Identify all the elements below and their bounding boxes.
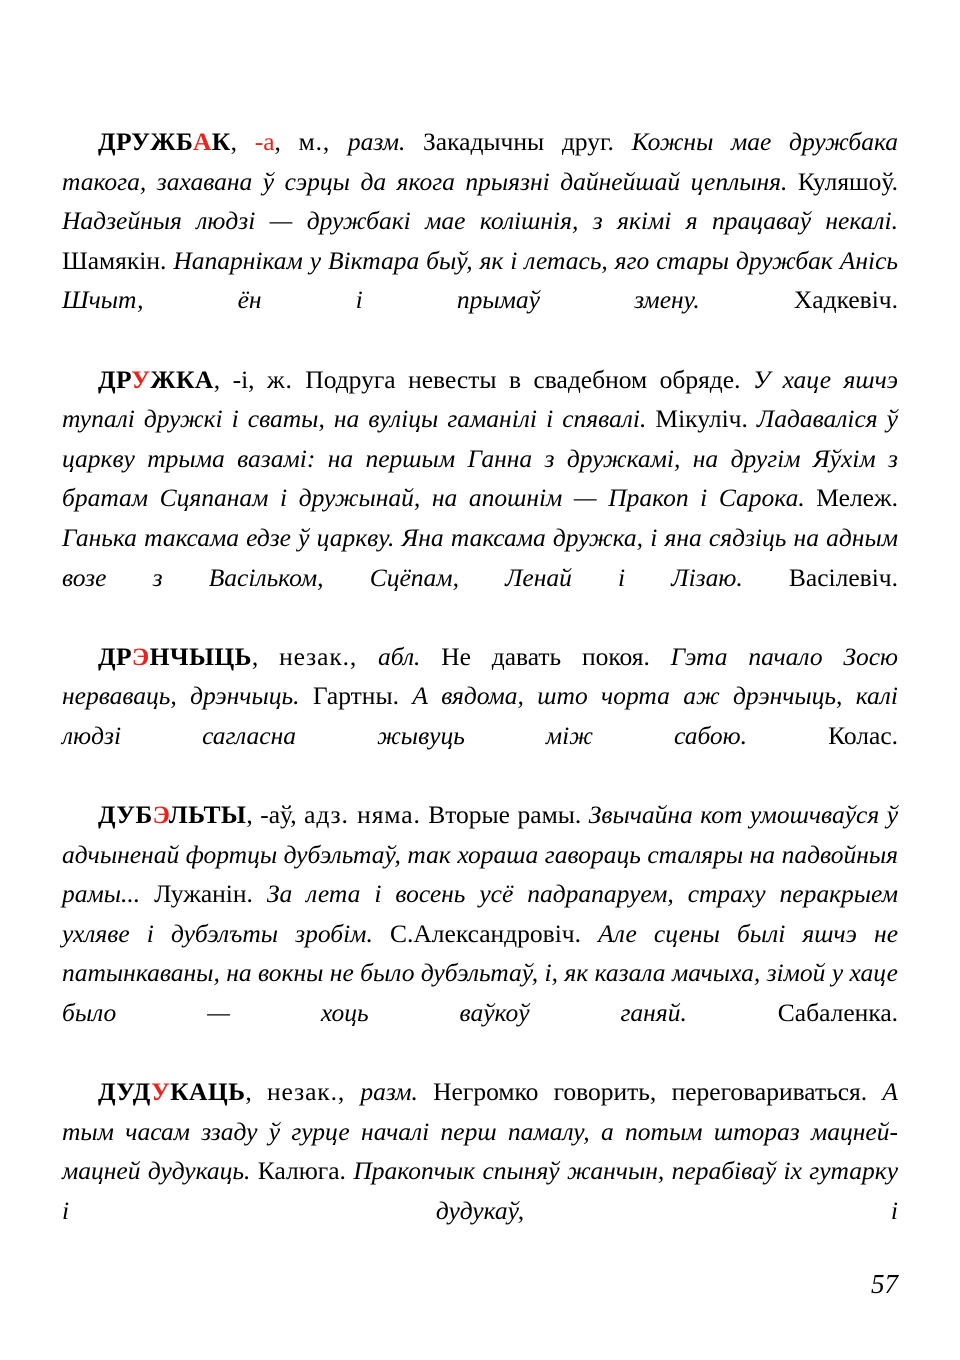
quotation-source: Сабаленка. [777,998,899,1028]
definition-text: Не давать покоя. [441,641,650,671]
stressed-letter: Э [131,641,150,671]
quotation-text: Ганька таксама едзе ў царкву. Яна таксама дружка, і яна сядзіць на адным возе з Васільком, Сцёпам, Ленай і Лізаю. [62,522,898,592]
quotation-source: Калюга. [257,1156,346,1186]
quotation-text: Пракопчык спыняў жанчын, перабіваў іх гутарку і дудукаў, і [62,1156,899,1226]
headword-prefix: ДР [98,364,132,394]
stressed-letter: У [151,1077,171,1107]
grammar-label-italic: разм. [347,127,406,156]
stressed-letter: У [131,364,151,394]
stressed-letter: Э [152,800,169,830]
headword-suffix: ЖКА [150,364,214,394]
definition-text: Подруга невесты в свадебном обряде. [305,364,741,394]
quotation-text: За лета і восень усё падрапаруем, страху перакрыем ухляве і дубэлъты зробім. [62,879,898,948]
grammar-label: незак., [279,641,358,671]
dictionary-entry: ДУДУКАЦЬ, незак., разм. Негромко говорить, переговариваться. А тым часам ззаду ў гурце началі перш памалу, а потым штораз мацней-мацней дудукаць. Калюга. Пракопчык спыняў жанчын, перабіваў іх гутарку і дудукаў, і [62,1077,899,1226]
definition-text: Закадычны друг. [423,127,614,156]
grammar-label: м., [298,127,331,156]
quotation-text: А вядома, што чорта аж дрэнчыць, калі людзі сагласна жывуць між сабою. [62,681,899,750]
grammar-label: незак., [267,1077,346,1107]
grammar-label-italic: абл. [378,641,421,671]
quotation-source: Хадкевіч. [793,285,898,315]
grammar-label-italic: разм. [360,1077,418,1107]
headword [98,800,246,829]
headword-prefix: ДУБ [98,800,153,830]
definition-text: Негромко говорить, переговариваться. [433,1077,868,1107]
headword [98,127,231,156]
stressed-letter: А [192,127,212,156]
quotation-text: А тым часам ззаду ў гурце началі перш памалу, а потым штораз мацней-мацней дудукаць. [62,1077,898,1186]
quotation-source: Мікуліч. [655,404,748,434]
page-number: 57 [871,1269,898,1299]
quotation-text: Надзейныя людзі — дружбакі мае колішнія, з якімі я працаваў некалі. [62,206,898,236]
quotation-text: Гэта пачало Зосю нерваваць, дрэнчыць. [62,641,899,711]
dictionary-entry: ДРУЖБАК, -а, м., разм. Закадычны друг. Кожны мае дружбака такога, захавана ў сэрцы да якога прыязні дайнейшай цеплыня. Куляшоў. Надзейныя людзі — дружбакі мае колішнія, з якімі я працаваў некалі. Шамякін. Напарнікам у Віктара быў, як і летась, яго стары дружбак Анісь Шчыт, ён і прымаў змену. Хадкевіч. [62,127,899,315]
quotation-source: Васілевіч. [788,562,899,592]
headword-suffix: К [211,127,231,156]
quotation-text: У хаце яшчэ тупалі дружкі і сваты, на вуліцы гаманілі і спявалі. [62,364,898,434]
dictionary-entry: ДРЭНЧЫЦЬ, незак., абл. Не давать покоя. Гэта пачало Зосю нерваваць, дрэнчыць. Гартны. А вядома, што чорта аж дрэнчыць, калі людзі сагласна жывуць між сабою. Колас. [62,641,899,750]
entry-list [62,122,898,1270]
headword-prefix: ДР [98,641,132,671]
headword-suffix: ЛЬТЫ [168,800,247,830]
quotation-source: Колас. [828,720,899,750]
headword-prefix: ДУД [98,1077,152,1107]
quotation-text: Ладаваліся ў царкву трыма вазамі: на першым Ганна з дружкамі, на другім Яўхім з братам Сцяпанам і дружынай, на апошнім — Пракоп і Сарока. [62,404,898,513]
headword [98,365,214,394]
headword-prefix: ДРУЖБ [98,127,193,156]
dictionary-entry: ДРУЖКА, -і, ж. Подруга невесты в свадебном обряде. У хаце яшчэ тупалі дружкі і сваты, на вуліцы гаманілі і спявалі. Мікуліч. Ладаваліся ў царкву трыма вазамі: на першым Ганна з дружкамі, на другім Яўхім з братам Сцяпанам і дружынай, на апошнім — Пракоп і Сарока. Мележ. Ганька таксама едзе ў царкву. Яна таксама дружка, і яна сядзіць на адным возе з Васільком, Сцёпам, Ленай і Лізаю. Васілевіч. [62,364,899,592]
inflection-ending: -аў, [260,800,297,830]
quotation-source: Куляшоў. [797,166,899,196]
inflection-ending: -а [254,127,275,156]
headword-suffix: НЧЫЦЬ [149,641,252,671]
quotation-source: Лужанін. [154,879,253,909]
grammar-label: ж. [267,364,293,394]
dictionary-entry: ДУБЭЛЬТЫ, -аў, адз. няма. Вторые рамы. Звычайна кот умошчваўся ў адчыненай фортцы дубэльтаў, так хораша гавораць сталяры на падвойныя рамы... Лужанін. За лета і восень усё падрапаруем, страху перакрыем ухляве і дубэлъты зробім. С.Александровіч. Але сцены былі яшчэ не патынкаваны, на вокны не было дубэльтаў, і, як казала мачыха, зімой у хаце было — хоць ваўкоў ганяй. Сабаленка. [62,800,899,1028]
headword [98,1077,245,1106]
quotation-source: С.Александровіч. [389,918,581,948]
quotation-source: Гартны. [312,681,399,711]
headword [98,642,252,671]
quotation-text: Кожны мае дружбака такога, захавана ў сэрцы да якога прыязні дайнейшай цеплыня. [62,127,899,196]
quotation-text: Напарнікам у Віктара быў, як і летась, яго стары дружбак Анісь Шчыт, ён і прымаў змену. [62,245,898,315]
definition-text: Вторые рамы. [428,800,582,830]
quotation-text: Звычайна кот умошчваўся ў адчыненай фортцы дубэльтаў, так хораша гавораць сталяры на падвойныя рамы... [62,800,899,909]
grammar-label: адз. няма. [304,800,421,830]
quotation-text: Але сцены былі яшчэ не патынкаваны, на вокны не было дубэльтаў, і, як казала мачыха, зімой у хаце было — хоць ваўкоў ганяй. [62,918,899,1028]
quotation-source: Мележ. [816,483,898,513]
inflection-ending: -і [232,364,249,394]
quotation-source: Шамякін. [62,245,167,275]
headword-suffix: КАЦЬ [170,1077,246,1107]
